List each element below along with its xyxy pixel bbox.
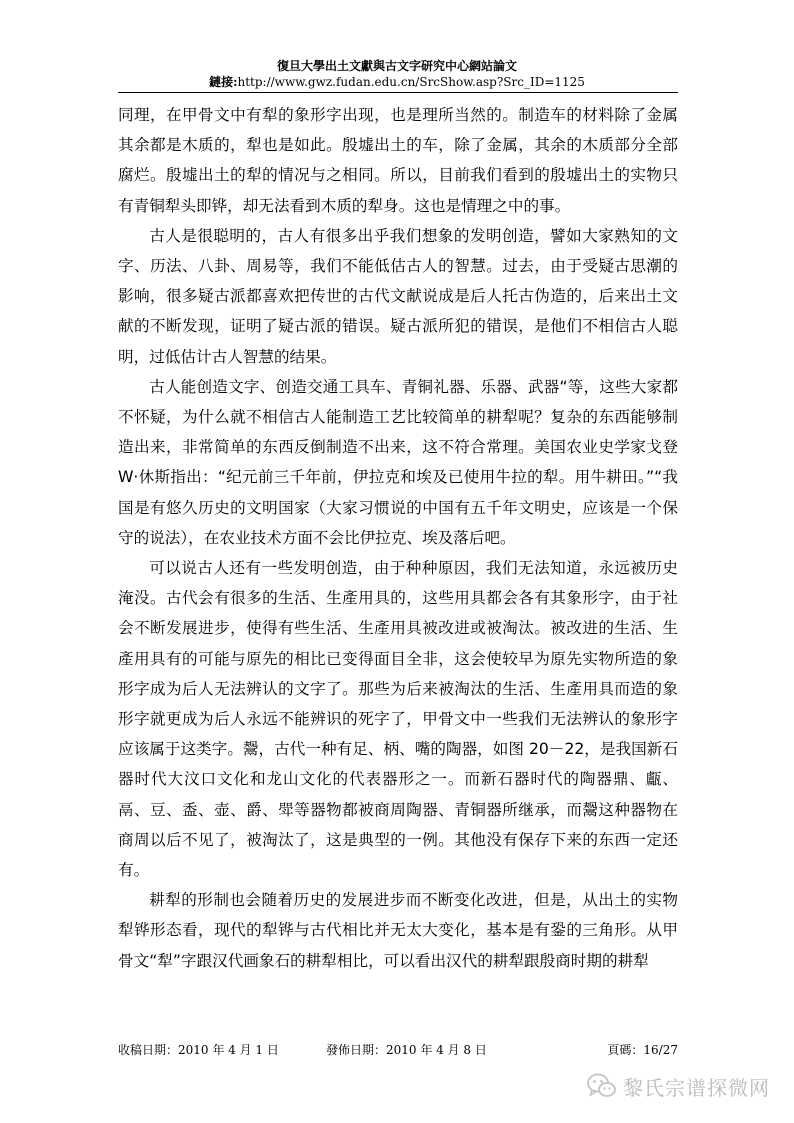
header-divider xyxy=(118,92,678,93)
page-footer xyxy=(118,1041,678,1057)
site-title: 復旦大學出土文獻與古文字研究中心網站論文 xyxy=(276,59,517,73)
page-header xyxy=(0,58,794,90)
wechat-icon xyxy=(587,1073,617,1099)
paragraph-4: 可以说古人还有一些发明创造，由于种种原因，我们无法知道，永远被历史淹没。古代会有很多的生活、生產用具的，这些用具都会各有其象形字，由于社会不断发展进步，使得有些生活、生產用具被改进或被淘汰。被改进的生活、生產用具有的可能与原先的相比已变得面目全非，这会使较早为原先实物所造的象形字成为后人无法辨认的文字了。那些为后来被淘汰的生活、生產用具而造的象形字就更成为后人永远不能辨识的死字了，甲骨文中一些我们无法辨认的象形字应该属于这类字。鬶，古代一种有足、柄、嘴的陶器，如图 20－22，是我国新石器时代大汶口文化和龙山文化的代表器形之一。而新石器时代的陶器鼎、甗、鬲、豆、盉、壶、爵、斝等器物都被商周陶器、青铜器所继承，而鬶这种器物在商周以后不见了，被淘汰了，这是典型的一例。其他没有保存下来的东西一定还有。 xyxy=(118,559,678,880)
link-label: 鏈接: xyxy=(209,75,238,89)
source-link-line xyxy=(0,74,794,90)
page-number: 頁碼：16/27 xyxy=(607,1043,678,1057)
paragraph-1: 同理，在甲骨文中有犁的象形字出现，也是理所当然的。制造车的材料除了金属其余都是木质的，犁也是如此。殷墟出土的车，除了金属，其余的木质部分全部腐烂。殷墟出土的犁的情况与之相同。所以，目前我们看到的殷墟出土的实物只有青铜犁头即铧，却无法看到木质的犁身。这也是情理之中的事。 xyxy=(118,106,678,215)
published-date: 發佈日期：2010 年 4 月 8 日 xyxy=(326,1043,487,1057)
paragraph-5: 耕犁的形制也会随着历史的发展进步而不断变化改进，但是，从出土的实物犁铧形态看，现代的犁铧与古代相比并无太大变化，基本是有銎的三角形。从甲骨文“犁”字跟汉代画象石的耕犁相比，可以看出汉代的耕犁跟殷商时期的耕犁 xyxy=(118,891,678,970)
paragraph-2: 古人是很聪明的，古人有很多出乎我们想象的发明创造，譬如大家熟知的文字、历法、八卦、周易等，我们不能低估古人的智慧。过去，由于受疑古思潮的影响，很多疑古派都喜欢把传世的古代文献说成是后人托古伪造的，后来出土文献的不断发现，证明了疑古派的错误。疑古派所犯的错误，是他们不相信古人聪明，过低估计古人智慧的结果。 xyxy=(118,226,678,366)
paragraph-3: 古人能创造文字、创造交通工具车、青铜礼器、乐器、武器“等，这些大家都不怀疑，为什么就不相信古人能制造工艺比较简单的耕犁呢？复杂的东西能够制造出来，非常简单的东西反倒制造不出来，这不符合常理。美国农业史学家戈登 W·休斯指出：“纪元前三千年前，伊拉克和埃及已使用牛拉的犁。用牛耕田。”“我国是有悠久历史的文明国家（大家习惯说的中国有五千年文明史，应该是一个保守的说法），在农业技术方面不会比伊拉克、埃及落后吧。 xyxy=(118,377,678,547)
watermark-text: 黎氏宗谱探微网 xyxy=(623,1075,770,1100)
article-body xyxy=(118,100,678,976)
watermark xyxy=(587,1070,770,1102)
source-url[interactable]: http://www.gwz.fudan.edu.cn/SrcShow.asp?Src_ID=1125 xyxy=(237,75,585,89)
received-date: 收稿日期：2010 年 4 月 1 日 xyxy=(118,1043,279,1057)
